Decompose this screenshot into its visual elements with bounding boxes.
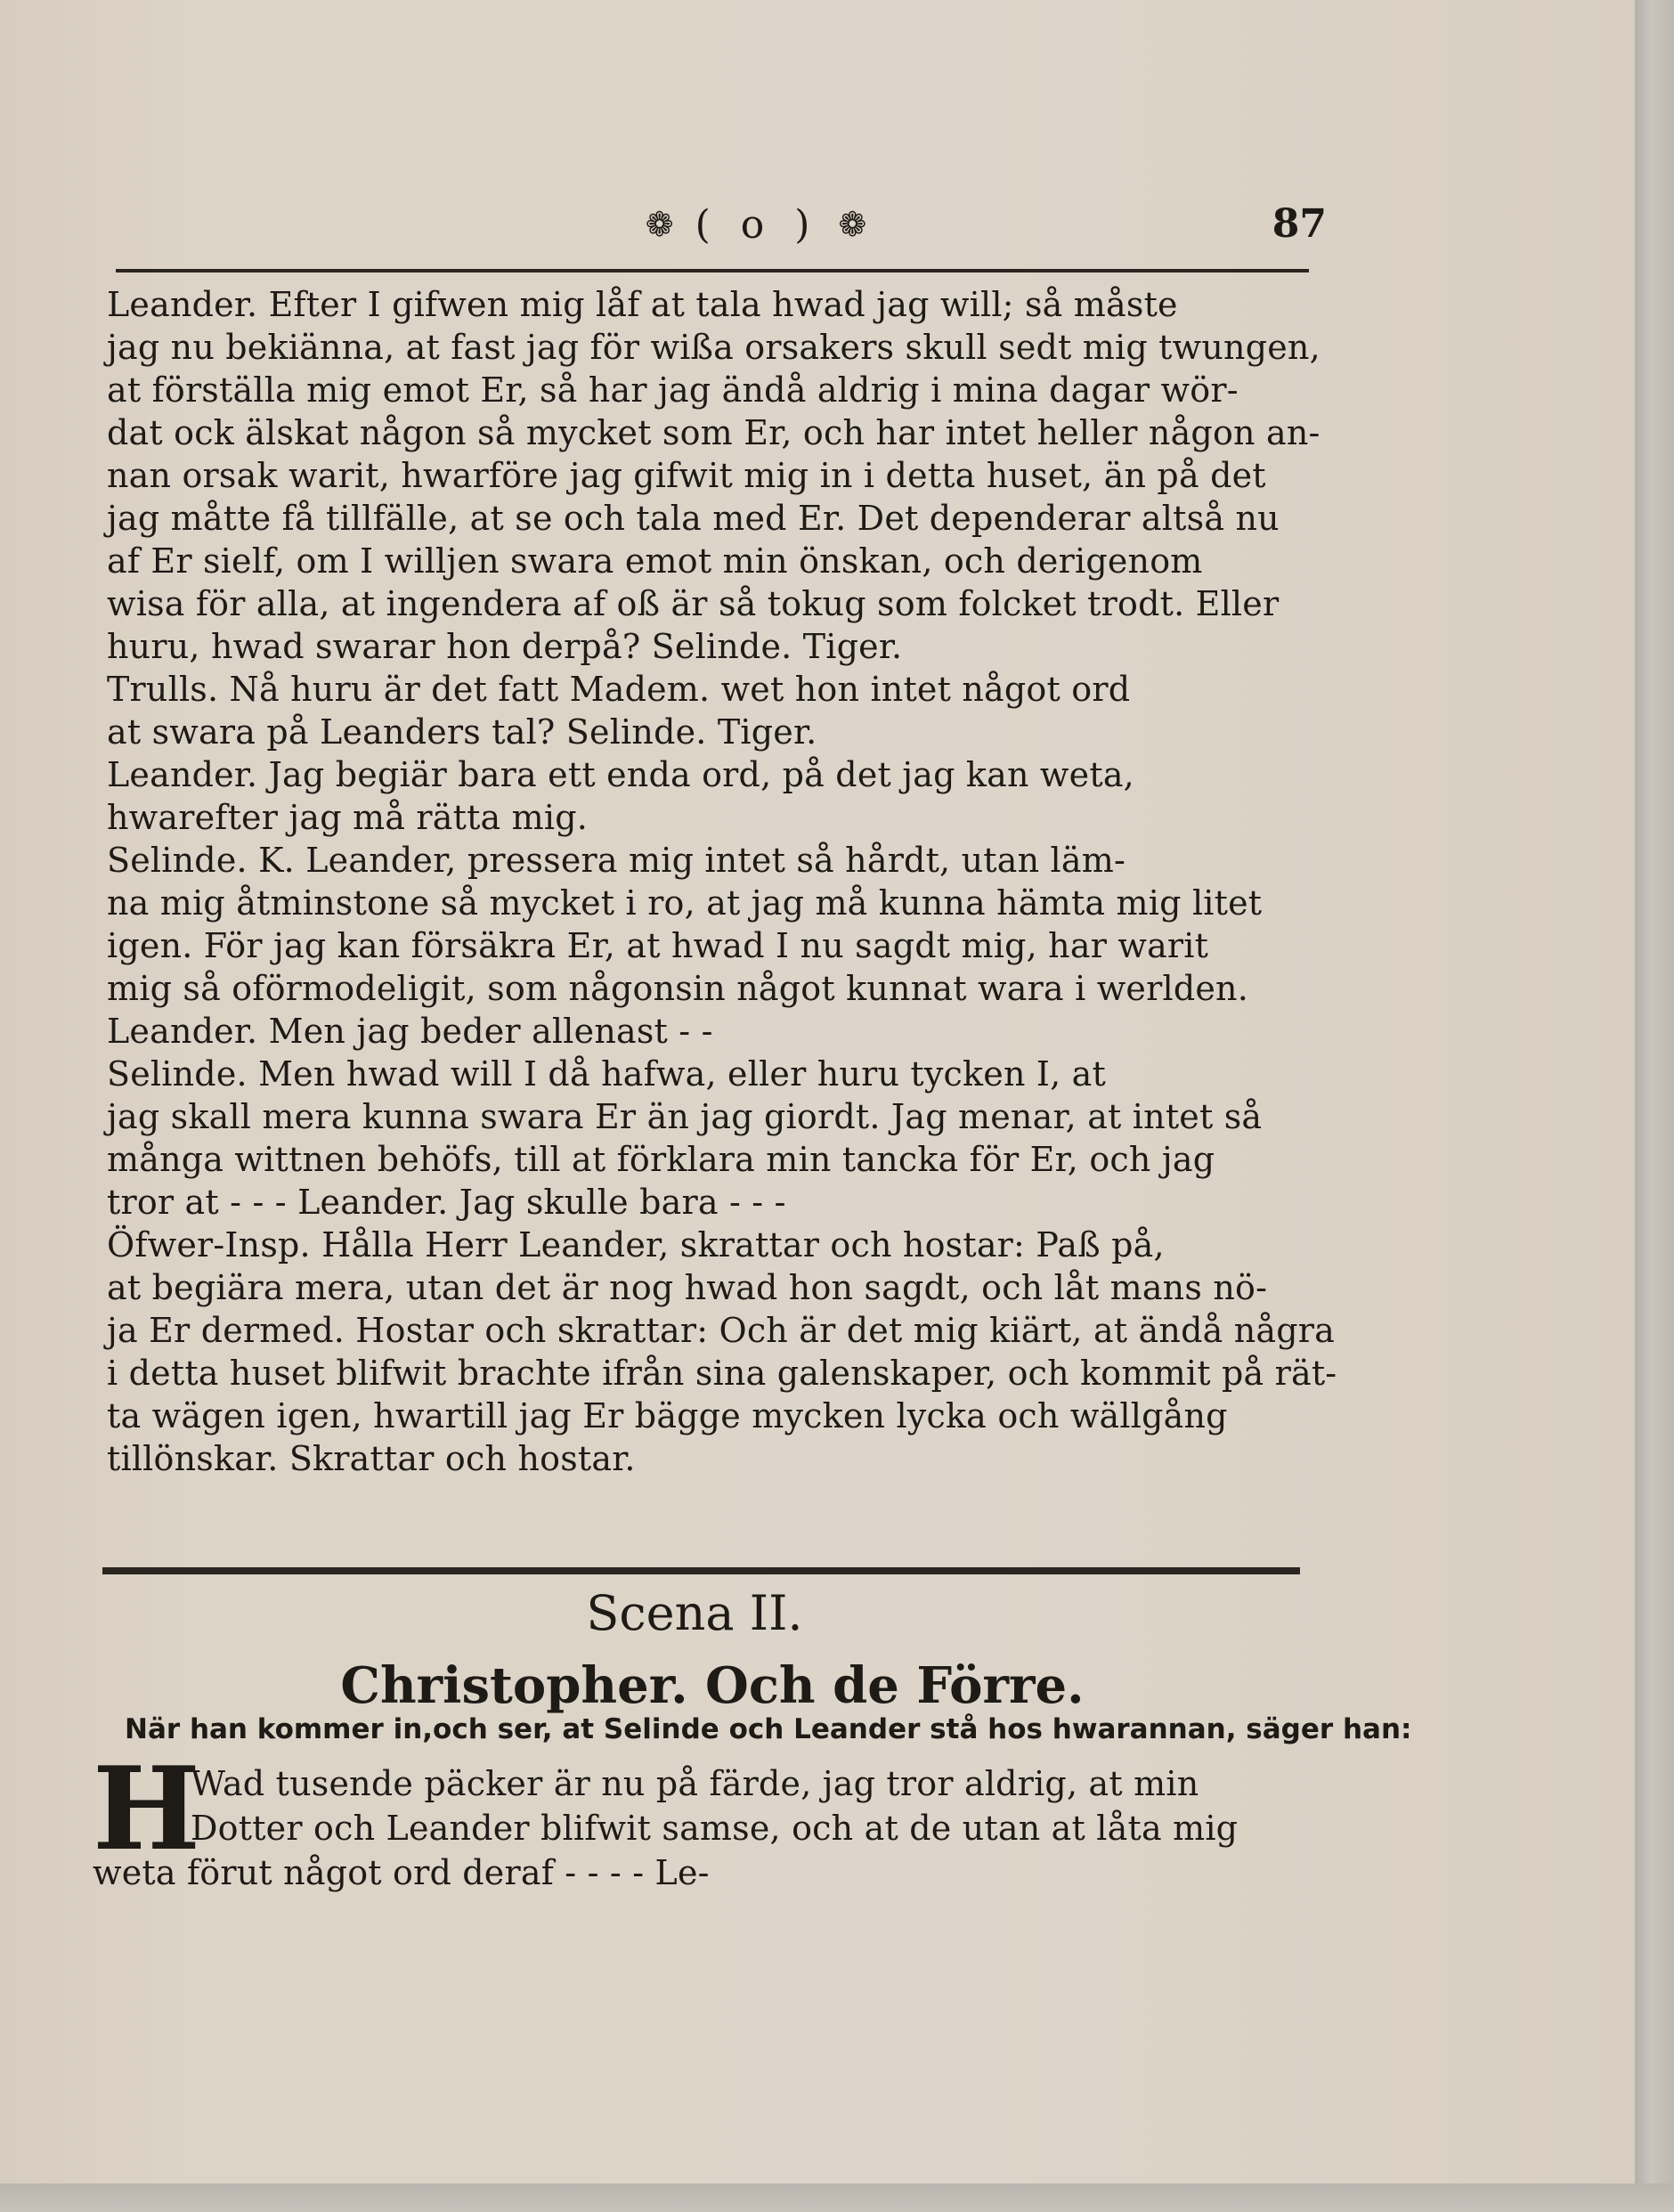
header-ornament xyxy=(552,198,962,251)
text-line: Dotter och Leander blifwit samse, och at de utan at låta mig xyxy=(191,1809,1239,1848)
text-line: Trulls. Nå huru är det fatt Madem. wet hon intet något ord xyxy=(107,670,1131,709)
scene-dialogue xyxy=(93,1761,1312,1895)
scene-cast: Christopher. Och de Förre. xyxy=(340,1656,1085,1715)
text-line: i detta huset blifwit brachte ifrån sina galenskaper, och kommit på rät- xyxy=(107,1354,1337,1393)
text-line: na mig åtminstone så mycket i ro, at jag må kunna hämta mig litet xyxy=(107,883,1263,923)
left-ornament-icon: ❁ xyxy=(645,205,676,244)
page-number: 87 xyxy=(1272,201,1327,247)
text-line: jag måtte få tillfälle, at se och tala med Er. Det dependerar altså nu xyxy=(107,499,1280,538)
header-rule xyxy=(116,269,1309,272)
text-line: ja Er dermed. Hostar och skrattar: Och är det mig kiärt, at ändå några xyxy=(107,1311,1336,1350)
text-line: Selinde. K. Leander, pressera mig intet så hårdt, utan läm- xyxy=(107,841,1126,880)
text-line: Selinde. Men hwad will I då hafwa, eller huru tycken I, at xyxy=(107,1054,1107,1094)
scene-title: Scena II. xyxy=(586,1585,803,1641)
text-line: många wittnen behöfs, till at förklara min tancka för Er, och jag xyxy=(107,1140,1215,1179)
right-ornament-icon: ❁ xyxy=(838,205,869,244)
text-line: tror at - - - Leander. Jag skulle bara - - - xyxy=(107,1183,786,1222)
page-header xyxy=(107,198,1327,251)
text-line: Leander. Jag begiär bara ett enda ord, på det jag kan weta, xyxy=(107,755,1134,794)
text-line: Wad tusende päcker är nu på färde, jag tror aldrig, at min xyxy=(191,1764,1199,1803)
text-line: dat ock älskat någon så mycket som Er, och har intet heller någon an- xyxy=(107,413,1321,452)
section-rule xyxy=(102,1567,1300,1574)
text-line: Öfwer-Insp. Hålla Herr Leander, skrattar och hostar: Paß på, xyxy=(107,1225,1165,1265)
stage-direction: När han kommer in,och ser, at Selinde och Leander stå hos hwarannan, säger han: xyxy=(125,1713,1412,1745)
text-line: igen. För jag kan försäkra Er, at hwad I nu sagdt mig, har warit xyxy=(107,926,1209,965)
text-line: huru, hwad swarar hon derpå? Selinde. Tiger. xyxy=(107,627,903,666)
text-line: Leander. Efter I gifwen mig låf at tala hwad jag will; så måste xyxy=(107,285,1178,324)
drop-cap: H xyxy=(93,1743,200,1876)
text-line: Leander. Men jag beder allenast - - xyxy=(107,1012,713,1051)
text-line: at förställa mig emot Er, så har jag ändå aldrig i mina dagar wör- xyxy=(107,370,1239,410)
text-line: weta förut något ord deraf - - - - Le- xyxy=(93,1853,710,1892)
text-line: jag nu bekiänna, at fast jag för wißa orsakers skull sedt mig twungen, xyxy=(107,328,1321,367)
text-line: tillönskar. Skrattar och hostar. xyxy=(107,1439,636,1478)
text-line: at swara på Leanders tal? Selinde. Tiger. xyxy=(107,712,817,752)
text-line: ta wägen igen, hwartill jag Er bägge mycken lycka och wällgång xyxy=(107,1396,1228,1435)
text-line: af Er sielf, om I willjen swara emot min önskan, och derigenom xyxy=(107,541,1203,581)
dialogue-text xyxy=(107,283,1337,1480)
page-marker: ( o ) xyxy=(695,201,819,248)
text-line: at begiära mera, utan det är nog hwad hon sagdt, och låt mans nö- xyxy=(107,1268,1268,1307)
text-line: hwarefter jag må rätta mig. xyxy=(107,798,589,837)
text-line: jag skall mera kunna swara Er än jag giordt. Jag menar, at intet så xyxy=(107,1097,1263,1136)
right-binding-edge xyxy=(1635,0,1674,2212)
text-line: nan orsak warit, hwarföre jag gifwit mig in i detta huset, än på det xyxy=(107,456,1266,495)
text-line: mig så oförmodeligit, som någonsin något kunnat wara i werlden. xyxy=(107,969,1249,1008)
text-line: wisa för alla, at ingendera af oß är så tokug som folcket trodt. Eller xyxy=(107,584,1280,623)
bottom-binding-edge xyxy=(0,2184,1674,2212)
